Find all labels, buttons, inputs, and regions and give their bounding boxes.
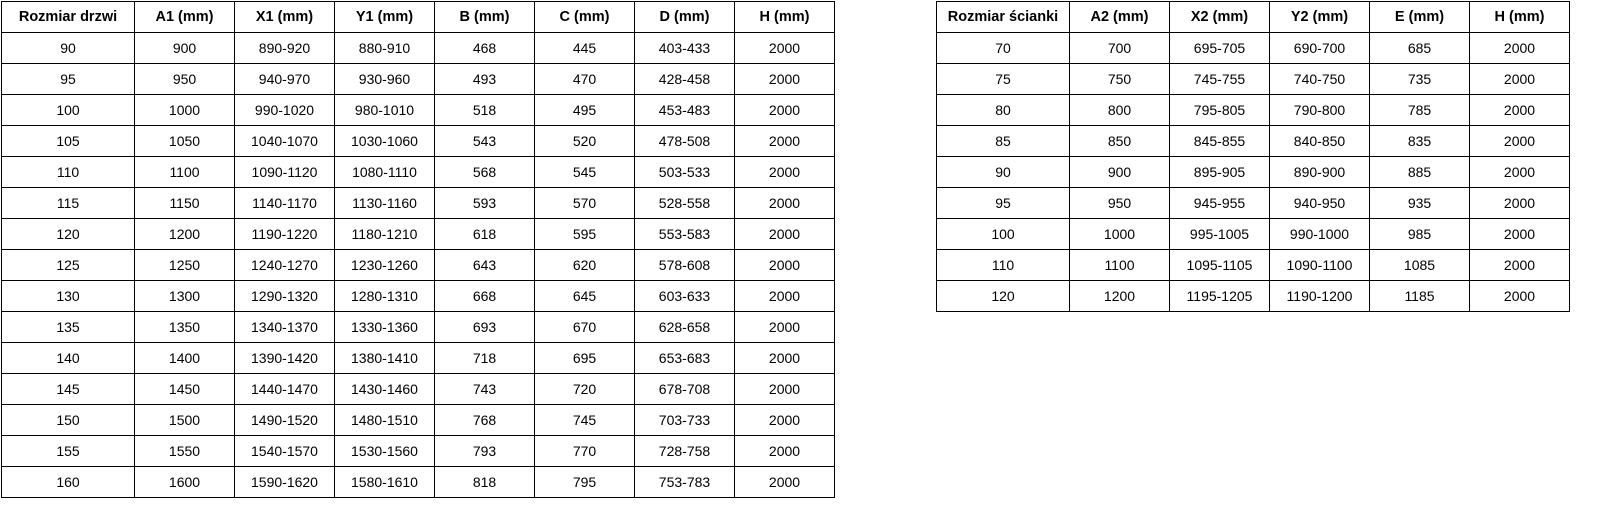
table-cell: 95: [2, 64, 135, 95]
table-cell: 135: [2, 312, 135, 343]
table-cell: 428-458: [635, 64, 735, 95]
table-cell: 1530-1560: [335, 436, 435, 467]
table-cell: 620: [535, 250, 635, 281]
table-cell: 105: [2, 126, 135, 157]
table-cell: 930-960: [335, 64, 435, 95]
table-row: [2, 312, 835, 343]
table-cell: 2000: [1470, 95, 1570, 126]
table-cell: 785: [1370, 95, 1470, 126]
table-row: [937, 281, 1570, 312]
table-cell: 2000: [735, 219, 835, 250]
table-row: [937, 64, 1570, 95]
table-cell: 685: [1370, 33, 1470, 64]
table-cell: 2000: [735, 405, 835, 436]
table-cell: 768: [435, 405, 535, 436]
table-cell: 1185: [1370, 281, 1470, 312]
table-row: [2, 405, 835, 436]
table-cell: 1230-1260: [335, 250, 435, 281]
table-row: [2, 126, 835, 157]
table-cell: 578-608: [635, 250, 735, 281]
table-cell: 628-658: [635, 312, 735, 343]
table-row: [2, 95, 835, 126]
door-size-table: [1, 1, 835, 498]
table-row: [2, 343, 835, 374]
table-cell: 1580-1610: [335, 467, 435, 498]
table-cell: 518: [435, 95, 535, 126]
table-cell: 155: [2, 436, 135, 467]
table-cell: 130: [2, 281, 135, 312]
table-cell: 403-433: [635, 33, 735, 64]
table-cell: 678-708: [635, 374, 735, 405]
table-cell: 2000: [1470, 64, 1570, 95]
table-cell: 1330-1360: [335, 312, 435, 343]
wall-panel-size-table: [936, 1, 1570, 312]
table-cell: 115: [2, 188, 135, 219]
table-cell: 120: [2, 219, 135, 250]
table-cell: 645: [535, 281, 635, 312]
table-cell: 495: [535, 95, 635, 126]
column-header: D (mm): [635, 2, 735, 33]
table-cell: 695-705: [1170, 33, 1270, 64]
table-cell: 690-700: [1270, 33, 1370, 64]
table-cell: 1550: [135, 436, 235, 467]
table-cell: 795: [535, 467, 635, 498]
table-cell: 2000: [1470, 33, 1570, 64]
table-row: [2, 250, 835, 281]
table-cell: 1540-1570: [235, 436, 335, 467]
table-cell: 1200: [135, 219, 235, 250]
table-cell: 493: [435, 64, 535, 95]
table-cell: 743: [435, 374, 535, 405]
column-header: Rozmiar ścianki: [937, 2, 1070, 33]
column-header: A2 (mm): [1070, 2, 1170, 33]
table-cell: 618: [435, 219, 535, 250]
table-cell: 1090-1100: [1270, 250, 1370, 281]
table-cell: 835: [1370, 126, 1470, 157]
table-cell: 595: [535, 219, 635, 250]
table-cell: 2000: [735, 157, 835, 188]
table-cell: 940-950: [1270, 188, 1370, 219]
table-cell: 1400: [135, 343, 235, 374]
table-cell: 1180-1210: [335, 219, 435, 250]
table-cell: 990-1020: [235, 95, 335, 126]
table-row: [937, 126, 1570, 157]
table-cell: 1250: [135, 250, 235, 281]
table-cell: 1490-1520: [235, 405, 335, 436]
table-cell: 520: [535, 126, 635, 157]
table-cell: 693: [435, 312, 535, 343]
table-cell: 700: [1070, 33, 1170, 64]
table-cell: 980-1010: [335, 95, 435, 126]
table-cell: 950: [135, 64, 235, 95]
table-cell: 110: [937, 250, 1070, 281]
column-header: B (mm): [435, 2, 535, 33]
table-cell: 2000: [735, 281, 835, 312]
table-cell: 468: [435, 33, 535, 64]
table-cell: 1350: [135, 312, 235, 343]
table-cell: 2000: [735, 64, 835, 95]
table-row: [2, 157, 835, 188]
table-cell: 1095-1105: [1170, 250, 1270, 281]
column-header: E (mm): [1370, 2, 1470, 33]
table-cell: 840-850: [1270, 126, 1370, 157]
table-cell: 945-955: [1170, 188, 1270, 219]
table-cell: 885: [1370, 157, 1470, 188]
table-cell: 1000: [135, 95, 235, 126]
table-row: [937, 188, 1570, 219]
table-cell: 900: [1070, 157, 1170, 188]
table-cell: 940-970: [235, 64, 335, 95]
table-cell: 2000: [735, 95, 835, 126]
table-row: [937, 33, 1570, 64]
table-cell: 80: [937, 95, 1070, 126]
table-row: [937, 95, 1570, 126]
table-cell: 1390-1420: [235, 343, 335, 374]
table-cell: 543: [435, 126, 535, 157]
table-row: [937, 219, 1570, 250]
table-cell: 445: [535, 33, 635, 64]
table-cell: 2000: [735, 312, 835, 343]
table-cell: 545: [535, 157, 635, 188]
table-cell: 1100: [135, 157, 235, 188]
column-header: H (mm): [1470, 2, 1570, 33]
table-cell: 695: [535, 343, 635, 374]
column-header: C (mm): [535, 2, 635, 33]
table-cell: 703-733: [635, 405, 735, 436]
table-cell: 528-558: [635, 188, 735, 219]
table-cell: 1200: [1070, 281, 1170, 312]
table-cell: 995-1005: [1170, 219, 1270, 250]
table-cell: 1030-1060: [335, 126, 435, 157]
table-cell: 1600: [135, 467, 235, 498]
table-cell: 790-800: [1270, 95, 1370, 126]
table-cell: 1280-1310: [335, 281, 435, 312]
table-cell: 745-755: [1170, 64, 1270, 95]
table-cell: 950: [1070, 188, 1170, 219]
table-cell: 653-683: [635, 343, 735, 374]
table-cell: 90: [2, 33, 135, 64]
table-cell: 603-633: [635, 281, 735, 312]
table-cell: 935: [1370, 188, 1470, 219]
table-cell: 1480-1510: [335, 405, 435, 436]
table-cell: 735: [1370, 64, 1470, 95]
table-cell: 1000: [1070, 219, 1170, 250]
table-cell: 145: [2, 374, 135, 405]
table-cell: 2000: [735, 467, 835, 498]
table-cell: 125: [2, 250, 135, 281]
column-header: H (mm): [735, 2, 835, 33]
table-cell: 1195-1205: [1170, 281, 1270, 312]
table-cell: 1500: [135, 405, 235, 436]
table-cell: 985: [1370, 219, 1470, 250]
table-cell: 478-508: [635, 126, 735, 157]
table-cell: 1085: [1370, 250, 1470, 281]
table-cell: 70: [937, 33, 1070, 64]
table-cell: 745: [535, 405, 635, 436]
table-cell: 1380-1410: [335, 343, 435, 374]
table-row: [2, 64, 835, 95]
table-cell: 1590-1620: [235, 467, 335, 498]
table-cell: 1190-1220: [235, 219, 335, 250]
table-cell: 553-583: [635, 219, 735, 250]
table-cell: 95: [937, 188, 1070, 219]
table-cell: 1240-1270: [235, 250, 335, 281]
table-cell: 850: [1070, 126, 1170, 157]
table-cell: 110: [2, 157, 135, 188]
table-cell: 140: [2, 343, 135, 374]
table-cell: 120: [937, 281, 1070, 312]
table-row: [2, 467, 835, 498]
table-cell: 2000: [1470, 219, 1570, 250]
table-cell: 890-920: [235, 33, 335, 64]
table-row: [2, 33, 835, 64]
table-cell: 1080-1110: [335, 157, 435, 188]
table-cell: 2000: [1470, 157, 1570, 188]
column-header: Rozmiar drzwi: [2, 2, 135, 33]
column-header: X1 (mm): [235, 2, 335, 33]
table-row: [2, 374, 835, 405]
table-cell: 795-805: [1170, 95, 1270, 126]
table-cell: 990-1000: [1270, 219, 1370, 250]
header-row: [937, 2, 1570, 33]
table-cell: 1300: [135, 281, 235, 312]
table-row: [2, 436, 835, 467]
table-cell: 2000: [735, 436, 835, 467]
table-cell: 453-483: [635, 95, 735, 126]
table-cell: 643: [435, 250, 535, 281]
table-cell: 2000: [735, 374, 835, 405]
table-cell: 2000: [735, 33, 835, 64]
table-cell: 890-900: [1270, 157, 1370, 188]
table-cell: 75: [937, 64, 1070, 95]
table-cell: 2000: [735, 188, 835, 219]
table-cell: 150: [2, 405, 135, 436]
table-cell: 1130-1160: [335, 188, 435, 219]
table-row: [937, 157, 1570, 188]
table-cell: 85: [937, 126, 1070, 157]
header-row: [2, 2, 835, 33]
table-cell: 100: [937, 219, 1070, 250]
column-header: A1 (mm): [135, 2, 235, 33]
table-cell: 1090-1120: [235, 157, 335, 188]
table-row: [2, 188, 835, 219]
table-cell: 800: [1070, 95, 1170, 126]
table-cell: 2000: [1470, 126, 1570, 157]
table-cell: 2000: [735, 126, 835, 157]
table-cell: 570: [535, 188, 635, 219]
table-cell: 1140-1170: [235, 188, 335, 219]
table-cell: 90: [937, 157, 1070, 188]
table-cell: 670: [535, 312, 635, 343]
table-cell: 900: [135, 33, 235, 64]
table-cell: 880-910: [335, 33, 435, 64]
table-cell: 1290-1320: [235, 281, 335, 312]
table-cell: 160: [2, 467, 135, 498]
table-row: [2, 281, 835, 312]
table-cell: 2000: [1470, 188, 1570, 219]
column-header: Y1 (mm): [335, 2, 435, 33]
table-cell: 2000: [735, 250, 835, 281]
table-cell: 770: [535, 436, 635, 467]
table-cell: 668: [435, 281, 535, 312]
table-cell: 470: [535, 64, 635, 95]
table-cell: 1450: [135, 374, 235, 405]
table-cell: 720: [535, 374, 635, 405]
table-cell: 1440-1470: [235, 374, 335, 405]
table-cell: 1190-1200: [1270, 281, 1370, 312]
table-cell: 1340-1370: [235, 312, 335, 343]
table-cell: 100: [2, 95, 135, 126]
table-cell: 728-758: [635, 436, 735, 467]
column-header: X2 (mm): [1170, 2, 1270, 33]
table-row: [937, 250, 1570, 281]
table-cell: 1100: [1070, 250, 1170, 281]
table-cell: 568: [435, 157, 535, 188]
table-cell: 593: [435, 188, 535, 219]
table-cell: 753-783: [635, 467, 735, 498]
table-cell: 1050: [135, 126, 235, 157]
table-cell: 503-533: [635, 157, 735, 188]
table-cell: 895-905: [1170, 157, 1270, 188]
table-cell: 718: [435, 343, 535, 374]
column-header: Y2 (mm): [1270, 2, 1370, 33]
table-cell: 2000: [1470, 250, 1570, 281]
table-cell: 793: [435, 436, 535, 467]
table-cell: 818: [435, 467, 535, 498]
table-cell: 2000: [1470, 281, 1570, 312]
table-cell: 740-750: [1270, 64, 1370, 95]
table-cell: 1430-1460: [335, 374, 435, 405]
table-cell: 845-855: [1170, 126, 1270, 157]
table-row: [2, 219, 835, 250]
table-cell: 2000: [735, 343, 835, 374]
table-cell: 750: [1070, 64, 1170, 95]
table-cell: 1150: [135, 188, 235, 219]
table-cell: 1040-1070: [235, 126, 335, 157]
